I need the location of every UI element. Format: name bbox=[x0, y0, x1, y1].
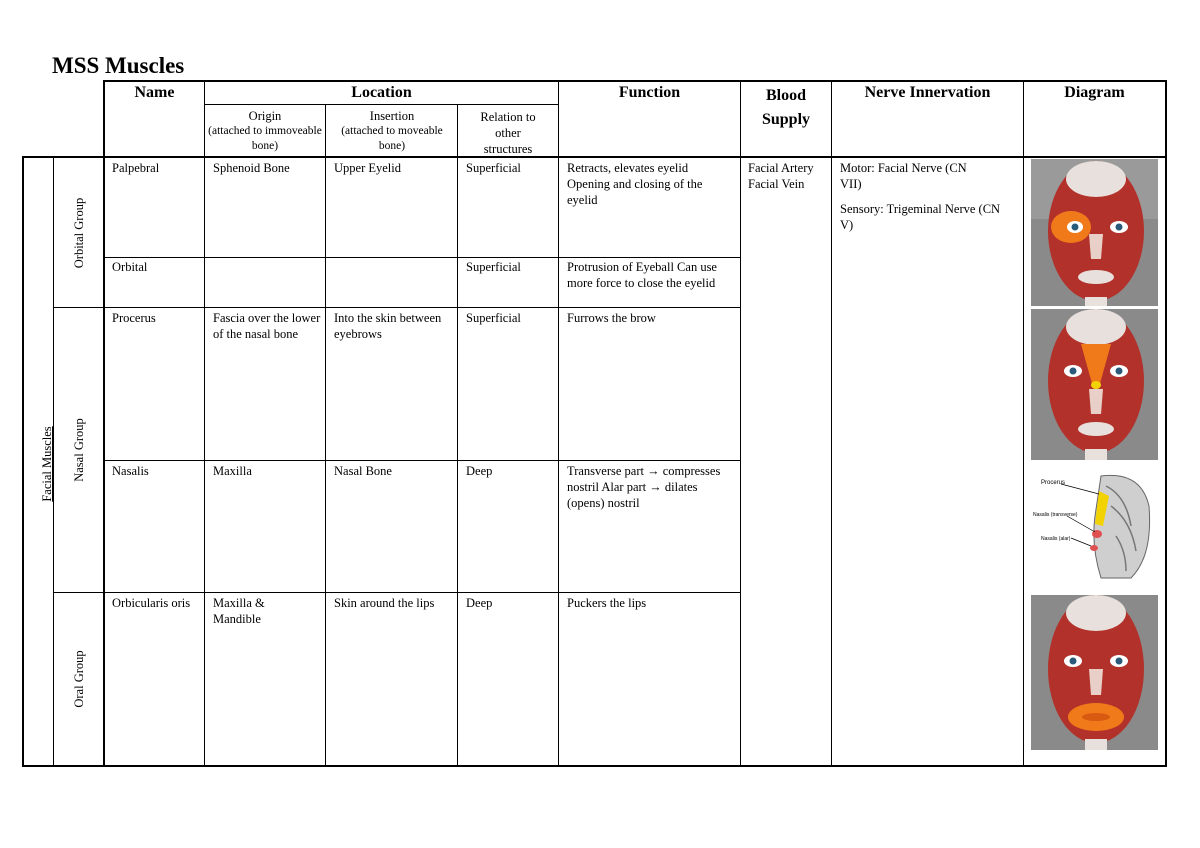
diagram-orbital-face bbox=[1031, 159, 1158, 306]
row-orbicularis-function: Puckers the lips bbox=[567, 596, 647, 610]
col-border-3 bbox=[204, 80, 205, 767]
row-nasalis-relation: Deep bbox=[466, 464, 493, 478]
header-function: Function bbox=[618, 84, 681, 101]
diagram-label-nasalis-a: Nasalis (alar) bbox=[1041, 536, 1071, 542]
row-procerus-origin: Fascia over the lower of the nasal bone bbox=[213, 311, 321, 341]
row-palpebral-name: Palpebral bbox=[112, 161, 160, 175]
row-procerus-insertion: Into the skin between eyebrows bbox=[334, 311, 442, 341]
group-label-oral: Oral Group bbox=[72, 650, 86, 708]
header-diagram: Diagram bbox=[1064, 84, 1125, 101]
row-palpebral-relation: Superficial bbox=[466, 161, 521, 175]
diagram-procerus-face bbox=[1031, 309, 1158, 460]
row-nasalis-name: Nasalis bbox=[112, 464, 149, 478]
row-orbital-relation: Superficial bbox=[466, 260, 521, 274]
row-nasalis-origin: Maxilla bbox=[213, 464, 252, 478]
location-sub-divider bbox=[205, 104, 559, 105]
group-label-nasal: Nasal Group bbox=[72, 418, 86, 482]
col-border-7 bbox=[740, 80, 741, 767]
header-origin-note: (attached to immoveable bone) bbox=[208, 125, 322, 152]
col-border-4 bbox=[325, 104, 326, 767]
header-insertion bbox=[327, 109, 457, 154]
row-divider-2 bbox=[104, 460, 741, 461]
row-orbicularis-relation: Deep bbox=[466, 596, 493, 610]
page-title: MSS Muscles bbox=[52, 53, 185, 78]
header-blood-supply: Blood Supply bbox=[761, 87, 811, 128]
row-orbicularis-name: Orbicularis oris bbox=[112, 596, 191, 610]
row-nasalis-function: Transverse part → compresses nostril Alar part → dilates (opens) nostril bbox=[567, 464, 721, 510]
header-origin-label: Origin bbox=[248, 109, 282, 123]
col-border-2 bbox=[103, 80, 105, 767]
table-bottom-border bbox=[22, 765, 1166, 767]
nerve-sensory: Sensory: Trigeminal Nerve (CN V) bbox=[840, 202, 1001, 232]
row-orbital-function: Protrusion of Eyeball Can use more force to close the eyelid bbox=[567, 260, 717, 290]
row-palpebral-origin: Sphenoid Bone bbox=[213, 161, 290, 175]
col-border-5 bbox=[457, 104, 458, 767]
row-palpebral-function: Retracts, elevates eyelid Opening and closing of the eyelid bbox=[567, 161, 703, 207]
row-procerus-relation: Superficial bbox=[466, 311, 521, 325]
header-insertion-label: Insertion bbox=[369, 109, 415, 123]
row-procerus-function: Furrows the brow bbox=[567, 311, 656, 325]
row-procerus-name: Procerus bbox=[112, 311, 156, 325]
header-insertion-note: (attached to moveable bone) bbox=[341, 125, 443, 152]
blood-supply-artery: Facial Artery bbox=[748, 161, 814, 175]
col-border-9 bbox=[1023, 80, 1024, 767]
nerve-motor: Motor: Facial Nerve (CN VII) bbox=[840, 161, 967, 191]
diagram-oral-face bbox=[1031, 595, 1158, 750]
header-location: Location bbox=[351, 84, 412, 101]
row-orbicularis-insertion: Skin around the lips bbox=[334, 596, 435, 610]
group-divider-1 bbox=[53, 307, 741, 308]
header-relation: Relation to other structures bbox=[480, 110, 536, 156]
nerve-text bbox=[840, 160, 1015, 233]
row-nasalis-insertion: Nasal Bone bbox=[334, 464, 392, 478]
row-divider-1 bbox=[104, 257, 741, 258]
blood-supply-vein: Facial Vein bbox=[748, 177, 805, 191]
header-origin bbox=[206, 109, 324, 154]
row-palpebral-insertion: Upper Eyelid bbox=[334, 161, 401, 175]
row-orbital-name: Orbital bbox=[112, 260, 148, 274]
header-nerve: Nerve Innervation bbox=[864, 84, 991, 101]
category-label: Facial Muscles bbox=[40, 426, 54, 502]
row-orbicularis-origin: Maxilla & Mandible bbox=[213, 596, 265, 626]
col-border-6 bbox=[558, 80, 559, 767]
header-bottom-border bbox=[22, 156, 1166, 158]
table-top-border bbox=[104, 80, 1166, 82]
diagram-label-procerus: Procerus bbox=[1041, 480, 1066, 486]
diagram-nasalis-illustration bbox=[1031, 466, 1158, 582]
blood-supply-text bbox=[748, 160, 833, 192]
group-divider-2 bbox=[53, 592, 741, 593]
col-border-10 bbox=[1165, 80, 1167, 767]
col-border-0 bbox=[22, 156, 24, 767]
group-label-orbital: Orbital Group bbox=[72, 197, 86, 269]
diagram-label-nasalis-t: Nasalis (transverse) bbox=[1033, 512, 1078, 518]
header-name: Name bbox=[134, 84, 175, 101]
